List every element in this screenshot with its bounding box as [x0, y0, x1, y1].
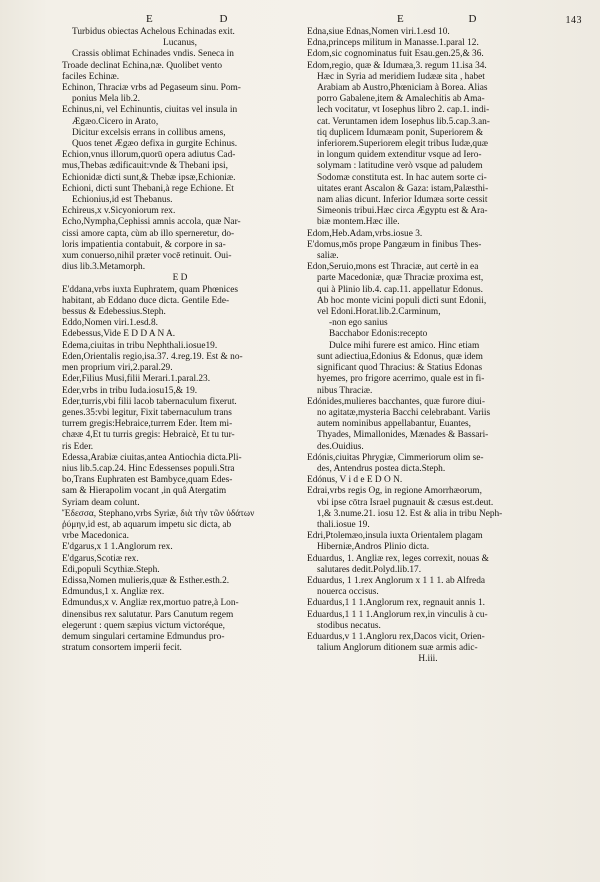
text-line: E'ddana,vrbs iuxta Euphratem, quam Phœnices — [62, 284, 239, 295]
text-line: bo,Trans Euphraten est Bambyce,quam Edes- — [62, 475, 233, 486]
text-line: Troade declinat Echina,næ. Quolibet vento — [62, 60, 223, 71]
text-line: autem nominibus appellabantur, Euantes, — [317, 419, 472, 430]
text-line: stodibus necatus. — [317, 620, 381, 631]
text-line: salutares dedit.Polyd.lib.17. — [317, 564, 422, 575]
text-line: 1,& 3.nume.21. iosu 12. Est & alia in tribu Neph- — [317, 508, 503, 519]
text-line: E'dgarus,x 1 1.Anglorum rex. — [62, 542, 173, 553]
text-line: Syriam deam colunt. — [62, 497, 140, 508]
text-line: E'dgarus,Scotiæ rex. — [62, 553, 139, 564]
text-line: Edema,ciuitas in tribu Nephthali.iosue19. — [62, 340, 218, 351]
text-line: Edom,regio, quæ & Idumæa,3. regum 11.isa 34. — [307, 60, 487, 71]
text-line: ris Eder. — [62, 441, 94, 452]
text-line: Eder,Filius Musi,filii Merari.1.paral.23. — [62, 374, 211, 385]
text-line: parte Macedoniæ, quæ Thraciæ proxima est, — [317, 273, 484, 284]
text-line: genes.35:vbi legitur, Fixit tabernaculum trans — [62, 407, 232, 418]
text-line: Edónus, V i d e E D O N. — [307, 475, 403, 486]
text-line: Edebessus,Vide E D D A N A. — [62, 329, 176, 340]
text-line: Eduardus,v 1 1.Angloru rex,Dacos vicit, Orien- — [307, 631, 485, 642]
text-line: Lucanus, — [163, 38, 197, 49]
text-line: Edrai,vrbs regis Og, in regione Amorrhæorum, — [307, 486, 482, 497]
text-line: Dulce mihi furere est amico. Hinc etiam — [329, 340, 480, 351]
right-head-letter-d: D — [468, 13, 477, 25]
text-line: Hiberniæ,Andros Plinio dicta. — [317, 542, 430, 553]
text-line: biæ montem.Hæc ille. — [317, 217, 400, 228]
text-line: tiq duplicem Idumæam ponit, Superiorem & — [317, 127, 484, 138]
right-entries — [307, 27, 549, 666]
text-line: stratum consortem imperii fecit. — [62, 643, 182, 654]
text-line: porro Gabalene,item & Amalechitis ab Ama- — [317, 94, 485, 105]
text-line: des, Antendrus postea dicta.Steph. — [317, 463, 446, 474]
text-line: loris impatientia contabuit, & corpore in sa- — [62, 239, 226, 250]
text-line: mus,Thebas ædificauit:vnde & Thebani ipsi, — [62, 161, 228, 172]
text-line: no agitatæ,mysteria Bacchi celebrabant. Variis — [317, 407, 491, 418]
right-head-letter-e: E — [397, 13, 405, 25]
text-line: turrem gregis:Hebraice,turrem Eder. Item mi- — [62, 419, 233, 430]
text-line: Eduardus, 1. Angliæ rex, leges correxit, nouas & — [307, 553, 489, 564]
text-line: men proprium viri,2.paral.29. — [62, 363, 173, 374]
text-line: Eddo,Nomen viri.1.esd.8. — [62, 318, 159, 329]
text-line: hyemes, pro frigore acerrimo, quale est in fi- — [317, 374, 485, 385]
text-line: Quos tenet Ægæo defixa in gurgite Echinus. — [72, 139, 238, 150]
text-line: Echinon, Thraciæ vrbs ad Pegaseum sinu. Pom- — [62, 83, 241, 94]
text-line: Simeonis tribui.Hæc circa Ægyptu est & Ara- — [317, 206, 488, 217]
text-line: inferiorem.Superiorem elegit tribus Iudæ,quæ — [317, 139, 489, 150]
text-line: Sodomæ constituta est. In hac autem sorte ci- — [317, 172, 487, 183]
text-line: elegerunt : quem sæpius victum victoréque, — [62, 620, 225, 631]
text-line: Echireus,x v.Sicyoniorum rex. — [62, 206, 176, 217]
text-line: Echo,Nympha,Cephissi amnis accola, quæ Nar- — [62, 217, 241, 228]
text-line: vbi ipse cōtra Israel pugnauit & cæsus est.deut. — [317, 497, 494, 508]
text-line: qui à Plinio lib.4. cap.11. appellatur Edonus. — [317, 284, 483, 295]
text-line: uitates erant Ascalon & Gaza: istam,Palæsthi- — [317, 183, 489, 194]
text-line: Thyades, Mimallonides, Mænades & Bassari- — [317, 430, 489, 441]
text-line: Edi,populi Scythiæ.Steph. — [62, 564, 160, 575]
text-line: significant quod Thracius: & Statius Edonas — [317, 363, 483, 374]
right-column — [307, 13, 582, 666]
text-line: Eduardus,1 1 1.Anglorum rex, regnauit annis 1. — [307, 598, 486, 609]
text-line: Hæc in Syria ad meridiem Iudææ sita , habet — [317, 71, 485, 82]
text-line: dinensibus rex salutatur. Pars Canutum regem — [62, 609, 234, 620]
text-line: bessus & Edebessius.Steph. — [62, 307, 166, 318]
text-line: Edissa,Nomen mulieris,quæ & Esther.esth.2. — [62, 575, 230, 586]
text-line: Edom,sic cognominatus fuit Esau.gen.25,& 36. — [307, 49, 484, 60]
text-line: thali.iosue 19. — [317, 519, 370, 530]
text-line: nam alias dicunt. Inferior Idumæa sorte cessit — [317, 195, 488, 206]
text-line: Echionidæ dicti sunt,& Thebæ ipsæ,Echioniæ. — [62, 172, 236, 183]
text-line: faciles Echinæ. — [62, 71, 120, 82]
text-line: nouerca occisus. — [317, 587, 379, 598]
text-line: Echioni, dicti sunt Thebani,à rege Echione. Et — [62, 183, 234, 194]
text-line: vrbe Macedonica. — [62, 531, 129, 542]
text-line: Echinus,ni, vel Echinuntis, ciuitas vel insula in — [62, 105, 238, 116]
text-line: Eden,Orientalis regio,isa.37. 4.reg.19. Est & no- — [62, 351, 243, 362]
text-line: ῥύμην,id est, ab aquarum impetu sic dicta, ab — [62, 519, 232, 530]
text-line: Crassis oblimat Echinades vndis. Seneca in — [72, 49, 234, 60]
text-line: xum conuerso,nihil præter vocē retinuit. Oui- — [62, 251, 232, 262]
text-line: Edon,Seruio,mons est Thraciæ, aut certè in ea — [307, 262, 479, 273]
text-line: Ægæo.Cicero in Arato, — [72, 116, 159, 127]
text-line: saliæ. — [317, 251, 339, 262]
text-line: E'domus,mōs prope Pangæum in finibus Thes- — [307, 239, 482, 250]
text-line: Edessa,Arabiæ ciuitas,antea Antiochia dicta.Pli- — [62, 452, 242, 463]
text-line: Dicitur excelsis errans in collibus amens, — [72, 127, 226, 138]
left-running-head — [62, 14, 298, 27]
text-line: Edom,Heb.Adam,vrbs.iosue 3. — [307, 228, 423, 239]
text-line: vel Edoni.Horat.lib.2.Carminum, — [317, 307, 441, 318]
text-line: Eduardus,1 1 1 1.Anglorum rex,in vinculis à cu- — [307, 609, 488, 620]
text-line: -non ego sanius — [329, 318, 388, 329]
text-line: Echionius,id est Thebanus. — [72, 195, 173, 206]
text-line: talium Anglorum ditionem suæ armis adic- — [317, 643, 478, 654]
text-line: cat. Veruntamen idem Iosephus lib.5.cap.3.an- — [317, 116, 490, 127]
left-head-letter-d: D — [219, 13, 228, 25]
text-line: cissi amore capta, cùm ab illo sperneretur, do- — [62, 228, 235, 239]
text-line: des.Ouidius. — [317, 441, 364, 452]
page-number: 143 — [565, 15, 582, 26]
text-line: sam & Hierapolim vocant ,in quâ Atergatim — [62, 486, 227, 497]
left-column — [62, 14, 298, 654]
text-line: Edna,siue Ednas,Nomen viri.1.esd 10. — [307, 27, 450, 37]
text-line: demum singulari certamine Edmundus pro- — [62, 631, 225, 642]
text-line: Eder,vrbs in tribu Iuda.iosu15,& 19. — [62, 385, 198, 396]
text-line: dius lib.3.Metamorph. — [62, 262, 146, 273]
left-head-letter-e: E — [146, 13, 154, 25]
text-line: Arabiam ab Austro,Phœniciam à Borea. Alias — [317, 83, 488, 94]
text-line: Eduardus, 1 1.rex Anglorum x 1 1 1. ab Alfreda — [307, 575, 486, 586]
text-line: lech vocitatur, vt Iosephus libro 2. cap.1. indi- — [317, 105, 490, 116]
text-line: nius lib.5.cap.24. Hinc Edessenses populi.Stra — [62, 463, 235, 474]
text-line: Edónides,mulieres bacchantes, quæ furore diui- — [307, 396, 485, 407]
text-line: ponius Mela lib.2. — [72, 94, 140, 105]
text-line: Edmundus,1 x. Angliæ rex. — [62, 587, 165, 598]
text-line: Turbidus obiectas Achelous Echinadas exit. — [72, 27, 235, 37]
text-line: Eder,turris,vbi filii lacob tabernaculum fixerut. — [62, 396, 237, 407]
text-line: Echion,vnus illorum,quorū opera adiutus Cad- — [62, 150, 236, 161]
text-line: nibus Thraciæ. — [317, 385, 373, 396]
text-line: H.iii. — [418, 654, 438, 665]
text-line: sunt adiectiua,Edonius & Edonus, quæ idem — [317, 351, 483, 362]
text-line: chææ 4,Et tu turris gregis: Hebraicè, Et tu tur- — [62, 430, 235, 441]
text-line: E D — [172, 273, 188, 284]
left-entries — [62, 27, 298, 654]
text-line: Ab hoc monte vicini populi dicti sunt Edonii, — [317, 295, 487, 306]
text-line: Edmundus,x v. Angliæ rex,mortuo patre,à Lon- — [62, 598, 239, 609]
text-line: Edna,princeps militum in Manasse.1.paral 12. — [307, 38, 479, 49]
text-line: habitant, ab Eddano duce dicta. Gentile Ede- — [62, 295, 230, 306]
text-line: solymam : latitudine verò vsque ad paludem — [317, 161, 483, 172]
text-line: Ἔδεσσα, Stephano,vrbs Syriæ, διὰ τὴν τῶν ὑδάτων — [62, 508, 255, 519]
text-line: in longum quidem extenditur vsque ad Iero- — [317, 150, 482, 161]
text-line: Edri,Ptolemæo,insula iuxta Orientalem plagam — [307, 531, 483, 542]
right-running-head — [307, 13, 582, 27]
text-line: Edónis,ciuitas Phrygiæ, Cimmeriorum olim se- — [307, 452, 484, 463]
text-line: Bacchabor Edonis:recepto — [329, 329, 428, 340]
